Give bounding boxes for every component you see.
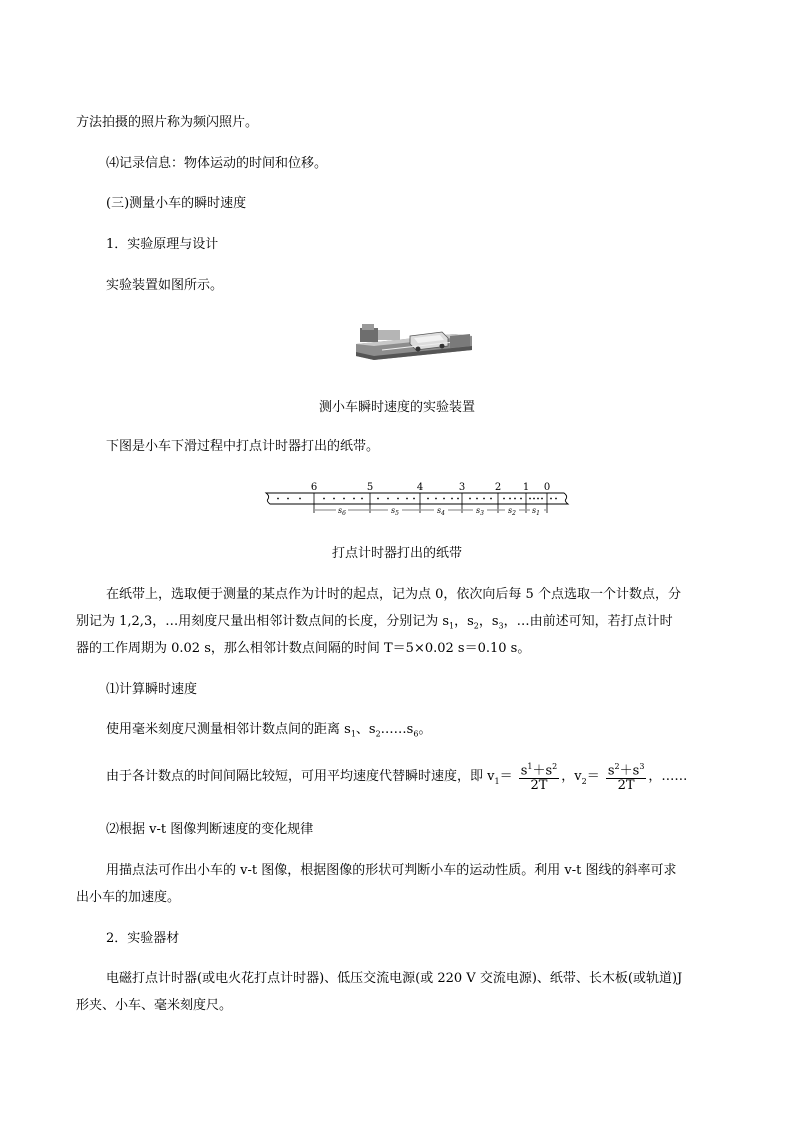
segment-label-s1: $s_1$ [532, 506, 540, 517]
paragraph-text: 形夹、小车、毫米刻度尺。 [76, 998, 233, 1013]
fraction-v2: $\frac{s^2+s^3}{2T}$ [607, 762, 645, 794]
tape-label-3: 3 [458, 482, 466, 493]
tape-label-1: 1 [522, 482, 530, 493]
segment-label-s4: $s_4$ [437, 506, 445, 517]
figure-caption-apparatus: 测小车瞬时速度的实验装置 [318, 400, 475, 415]
paragraph-text: 器的工作周期为 0.02 s，那么相邻计数点间隔的时间 T＝5×0.02 s＝0.10 s。 [76, 641, 531, 656]
paragraph-text: 出小车的加速度。 [76, 890, 181, 905]
subheading-instant-velocity: ⑴计算瞬时速度 [106, 682, 198, 697]
segment-label-s5: $s_5$ [391, 506, 399, 517]
section-heading: (三)测量小车的瞬时速度 [106, 196, 247, 211]
subsection-heading: 2．实验器材 [106, 931, 180, 946]
paragraph-text: 方法拍摄的照片称为频闪照片。 [76, 115, 259, 130]
formula-line: 由于各计数点的时间间隔比较短，可用平均速度代替瞬时速度，即 $v_1=$ $\frac{s^1+s^2}{2T}$ ，$v_2=$ $\frac{s^2+s^3}{2T}$ ，…… [106, 762, 688, 794]
paragraph-text: 用描点法可作出小车的 v-t 图像，根据图像的形状可判断小车的运动性质。利用 v-t 图线的斜率可求 [106, 863, 677, 878]
paragraph-text: 下图是小车下滑过程中打点计时器打出的纸带。 [106, 439, 380, 454]
fraction-v1: $\frac{s^1+s^2}{2T}$ [520, 762, 558, 794]
list-item-record: ⑷记录信息：物体运动的时间和位移。 [106, 156, 328, 171]
figure-caption-tape: 打点计时器打出的纸带 [331, 546, 462, 561]
apparatus-image [354, 316, 474, 362]
paragraph-text: 实验装置如图所示。 [106, 278, 224, 293]
tape-label-5: 5 [366, 482, 374, 493]
tape-label-6: 6 [310, 482, 318, 493]
paragraph-text: 别记为 1,2,3，…用刻度尺量出相邻计数点间的长度，分别记为 $s_1$，$s_2$，$s_3$，…由前述可知，若打点计时 [76, 614, 673, 631]
paragraph-text: 使用毫米刻度尺测量相邻计数点间的距离 $s_1$、$s_2\dots\dots s_6$。 [106, 722, 432, 739]
tape-outline [266, 493, 568, 504]
segment-label-s2: $s_2$ [508, 506, 516, 517]
tape-label-0: 0 [543, 482, 551, 493]
segment-label-s3: $s_3$ [476, 506, 484, 517]
segment-label-s6: $s_6$ [338, 506, 346, 517]
tape-label-4: 4 [416, 482, 424, 493]
subsection-heading: 1．实验原理与设计 [106, 237, 219, 252]
paper-tape-diagram [264, 478, 572, 524]
paragraph-text: 电磁打点计时器(或电火花打点计时器)、低压交流电源(或 220 V 交流电源)、纸带、长木板(或轨道)J [106, 971, 683, 986]
subheading-vt-graph: ⑵根据 v-t 图像判断速度的变化规律 [106, 822, 314, 837]
paragraph-text: 在纸带上，选取便于测量的某点作为计时的起点，记为点 0，依次向后每 5 个点选取一个计数点，分 [106, 587, 681, 602]
tape-label-2: 2 [494, 482, 502, 493]
